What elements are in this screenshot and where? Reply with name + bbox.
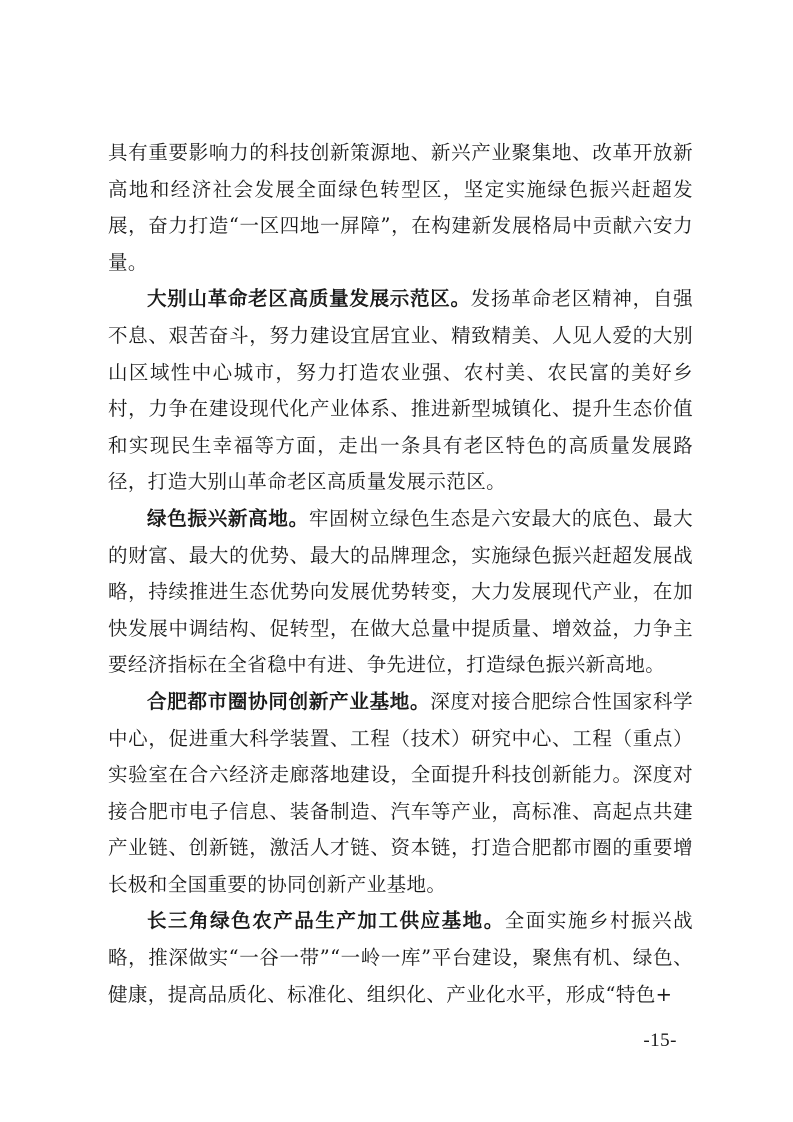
paragraph-continuation: [108, 135, 693, 281]
paragraph-lead: 大别山革命老区高质量发展示范区。: [147, 287, 471, 311]
paragraph-hefei-metro: [108, 684, 693, 904]
paragraph-dabieshan: [108, 281, 693, 501]
page-number: -15-: [643, 1030, 677, 1051]
paragraph-text: 全面实施乡村振兴战略，推深做实“一谷一带”“一岭一库”平台建设，聚焦有机、绿色、健康，提高品质化、标准化、组织化、产业化水平，形成“特色+: [108, 909, 693, 1006]
paragraph-lead: 绿色振兴新高地。: [147, 506, 309, 530]
paragraph-green-revitalization: [108, 501, 693, 684]
paragraph-text: 牢固树立绿色生态是六安最大的底色、最大的财富、最大的优势、最大的品牌理念，实施绿色振兴赶超发展战略，持续推进生态优势向发展优势转变，大力发展现代产业，在加快发展中调结构、促转型，在做大总量中提质量、增效益，力争主要经济指标在全省稳中有进、争先进位，打造绿色振兴新高地。: [108, 506, 693, 677]
paragraph-lead: 长三角绿色农产品生产加工供应基地。: [147, 909, 505, 933]
paragraph-yangtze-delta-agri: [108, 903, 693, 1013]
document-body: [108, 135, 693, 1013]
paragraph-lead: 合肥都市圈协同创新产业基地。: [147, 689, 431, 713]
paragraph-text: 发扬革命老区精神，自强不息、艰苦奋斗，努力建设宜居宜业、精致精美、人见人爱的大别山区域性中心城市，努力打造农业强、农村美、农民富的美好乡村，力争在建设现代化产业体系、推进新型城镇化、提升生态价值和实现民生幸福等方面，走出一条具有老区特色的高质量发展路径，打造大别山革命老区高质量发展示范区。: [108, 287, 693, 494]
paragraph-text: 具有重要影响力的科技创新策源地、新兴产业聚集地、改革开放新高地和经济社会发展全面绿色转型区，坚定实施绿色振兴赶超发展，奋力打造“一区四地一屏障”，在构建新发展格局中贡献六安力量。: [108, 141, 693, 274]
paragraph-text: 深度对接合肥综合性国家科学中心，促进重大科学装置、工程（技术）研究中心、工程（重点）实验室在合六经济走廊落地建设，全面提升科技创新能力。深度对接合肥市电子信息、装备制造、汽车等产业，高标准、高起点共建产业链、创新链，激活人才链、资本链，打造合肥都市圈的重要增长极和全国重要的协同创新产业基地。: [108, 689, 693, 896]
